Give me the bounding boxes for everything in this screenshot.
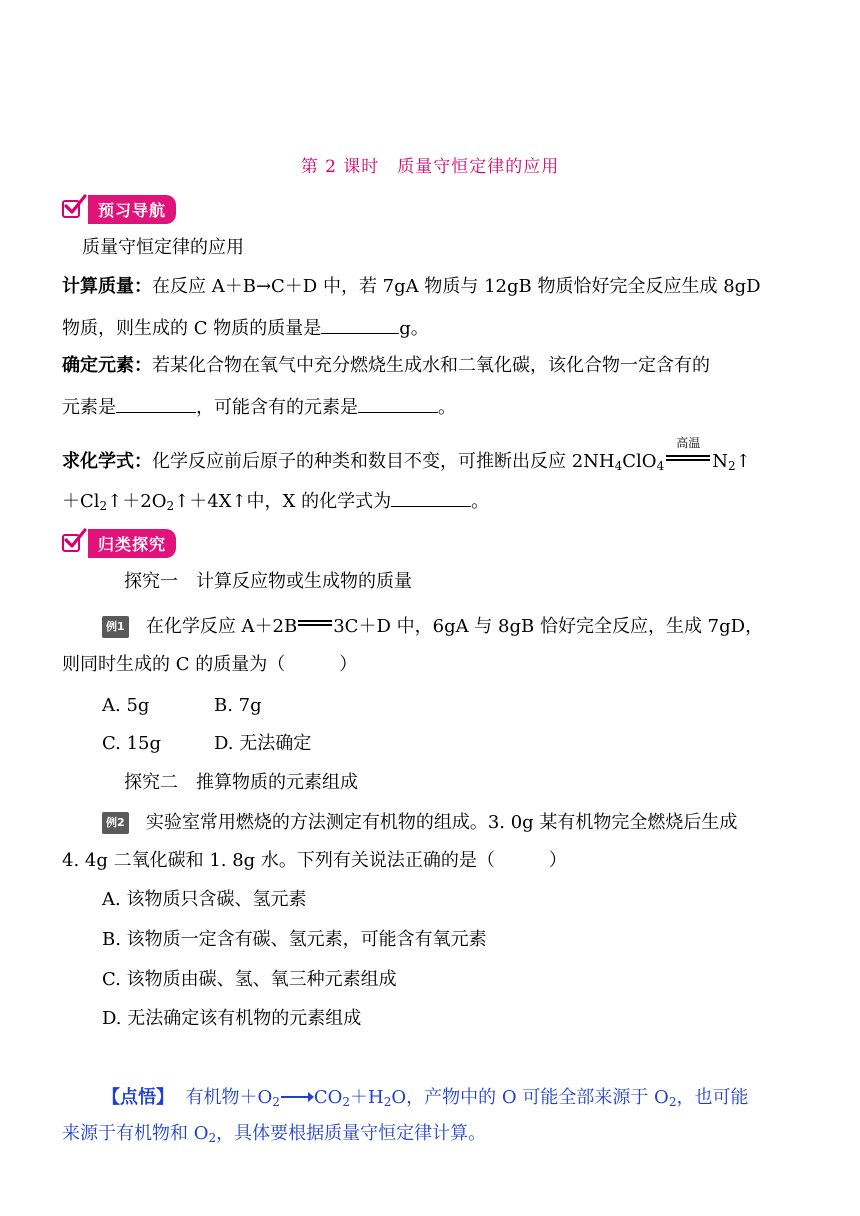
elem-line-1	[62, 356, 710, 376]
calc-label: 计算质量：	[62, 276, 152, 297]
formula-label: 求化学式：	[62, 451, 152, 472]
example2-text-1: 实验室常用燃烧的方法测定有机物的组成。3. 0g 某有机物完全燃烧后生成	[145, 812, 738, 833]
checkmark-icon	[62, 200, 80, 218]
calc-text-1: 在反应 A＋B→C＋D 中，若 7gA 物质与 12gB 物质恰好完全反应生成 8gD	[152, 276, 761, 297]
calc-text-2b: g。	[399, 318, 429, 339]
tip-text-1c: ，产物中的 O 可能全部来源于 O	[406, 1087, 669, 1108]
tip-text-2b: ，具体要根据质量守恒定律计算。	[216, 1123, 487, 1144]
elem-line-2	[62, 396, 456, 418]
tip-label: 【点悟】	[102, 1087, 174, 1108]
reaction-condition: 高温	[676, 436, 701, 450]
example1-line-1	[102, 612, 763, 638]
answer-blank[interactable]	[358, 396, 438, 413]
example1-option-d[interactable]: D. 无法确定	[214, 733, 312, 754]
calc-text-2a: 物质，则生成的 C 物质的质量是	[62, 318, 322, 339]
example1-text-2: 则同时生成的 C 的质量为（ ）	[62, 654, 358, 675]
formula-text-1: 化学反应前后原子的种类和数目不变，可推断出反应 2NH	[152, 451, 615, 472]
tip-line-2: 来源于有机物和 $O_2$，具体要根据质量守恒定律计算。	[62, 1123, 487, 1145]
section-preview-label: 预习导航	[88, 195, 176, 224]
section-explore-badge	[62, 528, 176, 558]
formula-text-2a: 中，X 的化学式为	[246, 491, 392, 512]
reaction-equals-sign	[297, 612, 333, 632]
answer-blank[interactable]	[116, 396, 196, 413]
example1-option-c[interactable]: C. 15g	[102, 733, 162, 754]
example2-option-c[interactable]: C. 该物质由碳、氢、氧三种元素组成	[102, 969, 397, 990]
reaction-arrow-icon	[280, 1083, 314, 1103]
lesson-title: 第 2 课时 质量守恒定律的应用	[300, 157, 560, 177]
explore2-heading: 探究二 推算物质的元素组成	[124, 772, 358, 793]
tip-text-2a: 来源于有机物和 O	[62, 1123, 209, 1144]
calc-line-1	[62, 277, 761, 297]
section-explore-label: 归类探究	[88, 529, 176, 558]
formula-line-2: $+Cl_2↑+2O_2↑+4X↑$中，X 的化学式为 。	[62, 491, 490, 513]
reaction-equals-sign	[664, 436, 712, 467]
example2-line-1	[102, 812, 737, 834]
section-preview-badge	[62, 194, 176, 224]
answer-blank[interactable]	[391, 490, 471, 507]
example2-option-d[interactable]: D. 无法确定该有机物的元素组成	[102, 1008, 362, 1029]
elem-text-2a: 元素是	[62, 397, 116, 418]
tip-text-1d: ，也可能	[676, 1087, 749, 1108]
example2-option-a[interactable]: A. 该物质只含碳、氢元素	[102, 889, 307, 910]
formula-line-1: 求化学式：化学反应前后原子的种类和数目不变，可推断出反应 $2NH_4ClO_4$ 高温 $N_2↑$	[62, 447, 751, 472]
answer-blank[interactable]	[321, 317, 399, 334]
preview-heading: 质量守恒定律的应用	[82, 237, 244, 258]
example2-text-2: 4. 4g 二氧化碳和 1. 8g 水。下列有关说法正确的是（ ）	[62, 850, 567, 871]
example-tag: 例2	[102, 812, 129, 834]
explore1-heading: 探究一 计算反应物或生成物的质量	[124, 571, 412, 592]
example1-option-b[interactable]: B. 7g	[214, 695, 262, 716]
example2-option-b[interactable]: B. 该物质一定含有碳、氢元素，可能含有氧元素	[102, 929, 487, 950]
elem-text-1: 若某化合物在氧气中充分燃烧生成水和二氧化碳，该化合物一定含有的	[152, 355, 710, 376]
formula-text-2b: 。	[471, 491, 490, 512]
example1-text-1b: 3C＋D 中，6gA 与 8gB 恰好完全反应，生成 7gD，	[333, 616, 764, 637]
tip-line-1: 【点悟】 有机物$+O_2$ $CO_2+H_2O$，产物中的 O 可能全部来源于 $O_2$，也可能	[102, 1083, 748, 1108]
example1-option-a[interactable]: A. 5g	[102, 695, 150, 716]
tip-text-1a: 有机物＋O	[185, 1087, 273, 1108]
example1-text-1a: 在化学反应 A＋2B	[145, 616, 298, 637]
example-tag: 例1	[102, 616, 129, 638]
elem-text-2b: ，可能含有的元素是	[196, 397, 358, 418]
elem-label: 确定元素：	[62, 355, 152, 376]
elem-text-2c: 。	[438, 397, 456, 418]
calc-line-2	[62, 317, 429, 339]
checkmark-icon	[62, 534, 80, 552]
